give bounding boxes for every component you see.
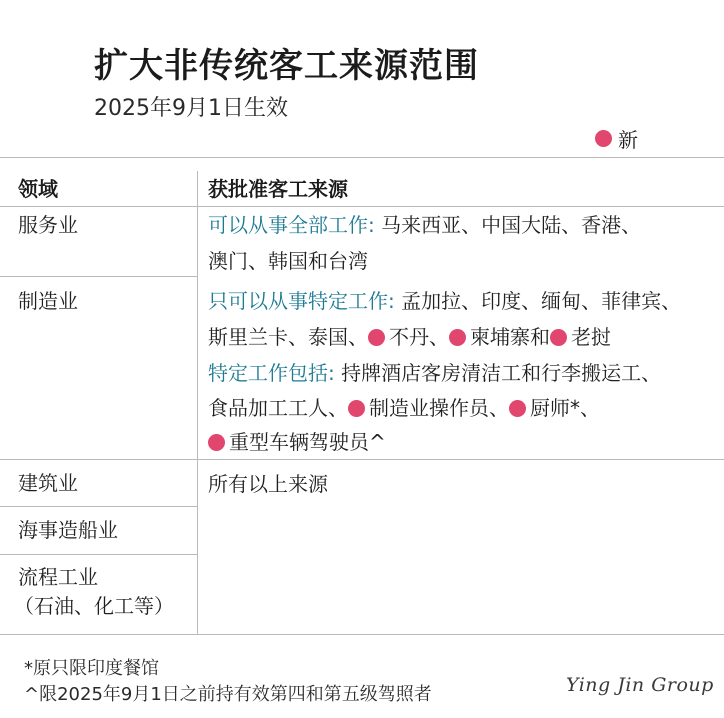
country-cambodia: 柬埔寨和 [470,325,550,349]
job-heavy-vehicle-driver: 重型车辆驾驶员^ [229,430,386,454]
all-work-countries-2: 澳门、韩国和台湾 [208,249,368,273]
row-divider-services [0,276,197,277]
domain-process-industry: 流程工业 [18,565,98,589]
specific-work-label: 只可以从事特定工作: [208,289,395,313]
job-manufacturing-operator: 制造业操作员、 [369,396,509,420]
all-sources: 所有以上来源 [208,472,328,496]
domain-services: 服务业 [18,213,78,237]
effective-date: 2025年9月1日生效 [94,96,288,121]
legend-label: 新 [618,128,638,152]
all-work-label: 可以从事全部工作: [208,213,375,237]
specific-jobs-line1 [208,355,661,391]
table-top-border [0,157,724,158]
country-bhutan: 不丹、 [389,325,449,349]
specific-jobs-line2 [208,390,600,426]
new-dot-icon [595,130,612,147]
all-work-line1 [208,207,641,243]
specific-work-countries-1: 孟加拉、印度、缅甸、菲律宾、 [401,289,682,313]
row-divider-marine [0,554,197,555]
country-laos: 老挝 [571,325,611,349]
job-hotel-cleaner: 持牌酒店客房清洁工和行李搬运工、 [341,361,662,385]
specific-work-line1 [208,283,681,319]
job-food-processing: 食品加工工人、 [208,396,348,420]
new-dot-icon [509,400,526,417]
row-divider-construction [0,506,197,507]
new-dot-icon [449,329,466,346]
specific-work-line2 [208,319,611,355]
new-dot-icon [550,329,567,346]
publisher-logo: Ying Jin Group [566,674,714,696]
specific-work-countries-2: 斯里兰卡、泰国、 [208,325,368,349]
specific-jobs-label: 特定工作包括: [208,361,335,385]
page-title: 扩大非传统客工来源范围 [94,46,479,86]
table-bottom-border [0,634,724,635]
domain-process-industry-note: （石油、化工等） [14,594,174,618]
specific-jobs-line3 [208,424,386,460]
footnote-driver: ^限2025年9月1日之前持有效第四和第五级驾照者 [24,684,432,705]
header-sources: 获批准客工来源 [208,177,348,201]
all-work-countries-1: 马来西亚、中国大陆、香港、 [381,213,642,237]
footnote-chef: *原只限印度餐馆 [24,658,159,679]
job-chef: 厨师*、 [530,396,600,420]
new-dot-icon [368,329,385,346]
domain-manufacturing: 制造业 [18,289,78,313]
domain-construction: 建筑业 [18,471,78,495]
domain-marine: 海事造船业 [18,518,118,542]
new-dot-icon [348,400,365,417]
column-divider [197,171,198,634]
header-domain: 领域 [18,177,58,201]
legend [595,124,638,153]
new-dot-icon [208,434,225,451]
